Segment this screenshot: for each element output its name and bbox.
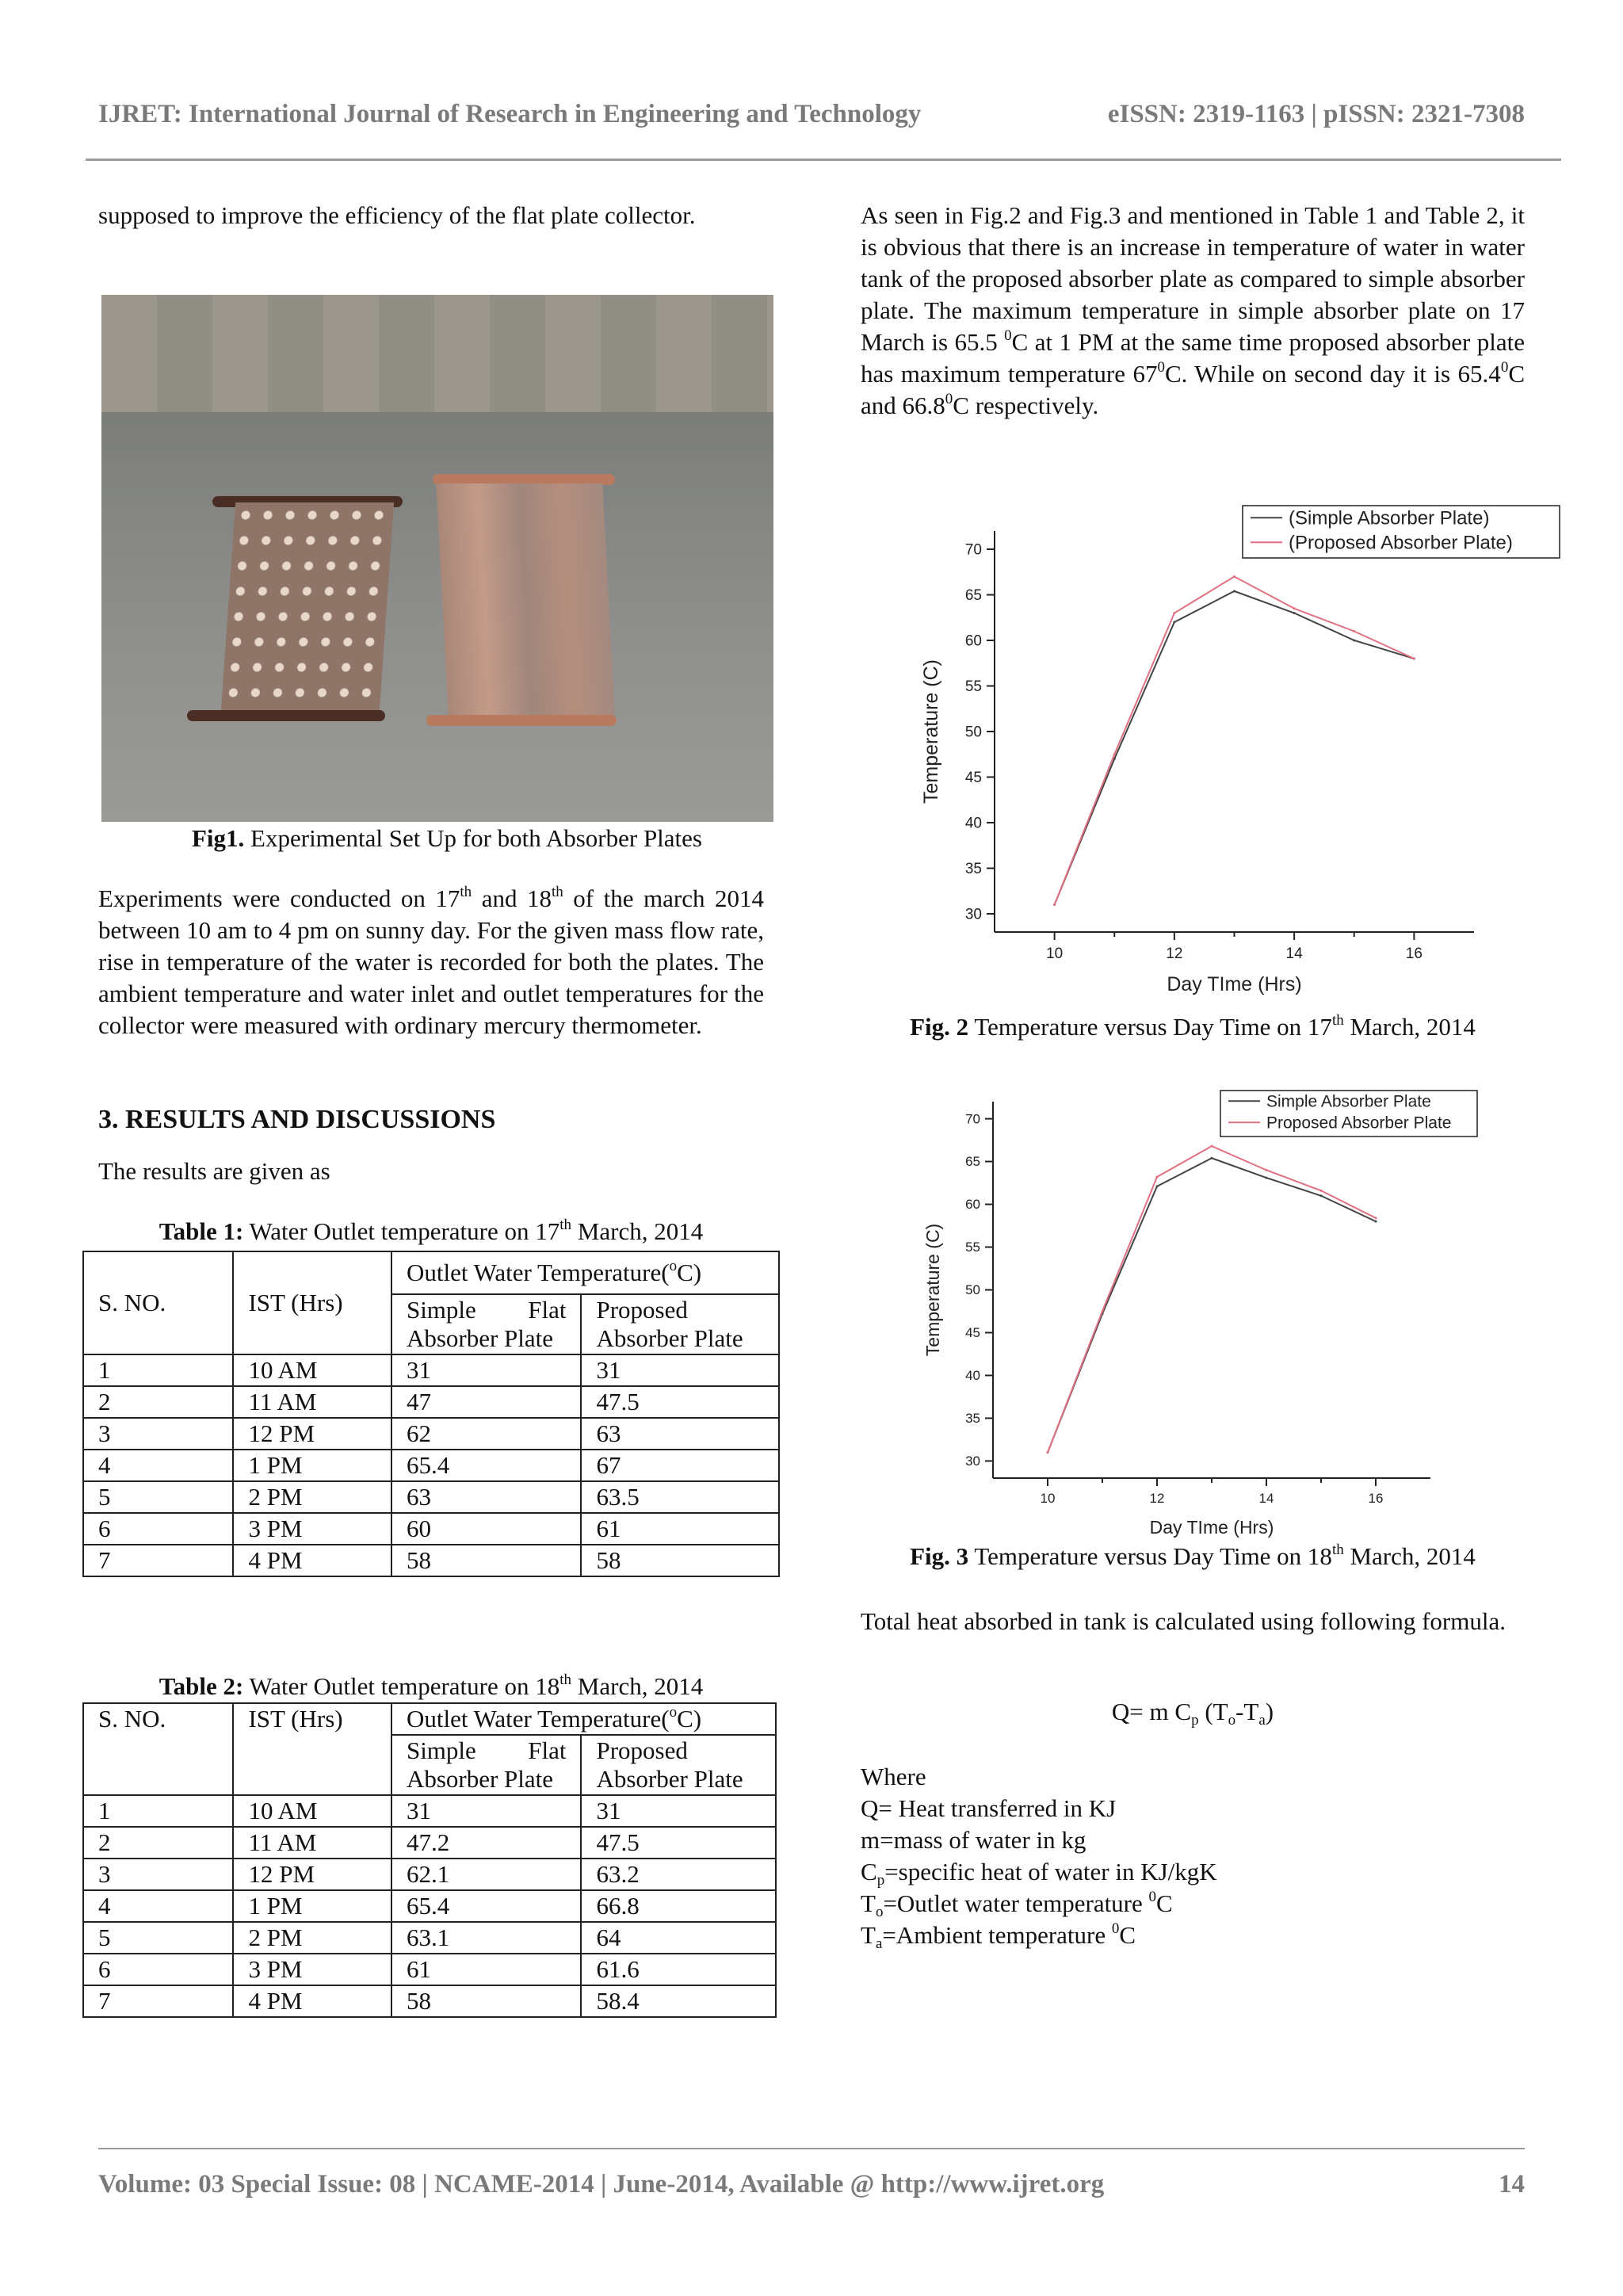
def-q: Q= Heat transferred in KJ bbox=[861, 1794, 1117, 1822]
footer-rule bbox=[98, 2148, 1525, 2149]
table1-caption bbox=[82, 1217, 780, 1246]
table-cell: 11 AM bbox=[233, 1386, 391, 1418]
table-cell: 3 bbox=[83, 1418, 233, 1450]
data-point bbox=[1047, 1451, 1049, 1454]
table-row bbox=[83, 1354, 779, 1386]
table-cell: 58 bbox=[391, 1985, 582, 2017]
table-cell: 1 bbox=[83, 1354, 233, 1386]
exp-text-3: of the march 2014 between 10 am to 4 pm on sunny day. For the given mass flow rate, rise in temperature of the water is recorded for both the plates. The ambient temperature and water inlet and outlet temperatures for the collector were measured with ordinary mercury thermometer. bbox=[98, 884, 764, 1039]
data-point bbox=[1320, 1194, 1323, 1197]
discussion-text: C respectively. bbox=[953, 392, 1099, 419]
def-text: =Outlet water temperature bbox=[883, 1889, 1149, 1917]
x-tick-label: 16 bbox=[1368, 1491, 1384, 1506]
table-cell: 3 PM bbox=[233, 1513, 391, 1545]
data-point bbox=[1266, 1177, 1268, 1179]
y-tick-label: 70 bbox=[964, 541, 982, 559]
data-point bbox=[1293, 607, 1296, 609]
data-point bbox=[1211, 1145, 1213, 1148]
y-axis-label: Temperature (C) bbox=[920, 659, 942, 804]
heat-paragraph: Total heat absorbed in tank is calculated using following formula. bbox=[861, 1607, 1506, 1635]
y-tick-label: 40 bbox=[965, 1368, 980, 1384]
legend-label: (Simple Absorber Plate) bbox=[1289, 507, 1490, 529]
intro-paragraph: supposed to improve the efficiency of the flat plate collector. bbox=[98, 201, 696, 229]
y-tick-label: 40 bbox=[964, 815, 982, 832]
photo-wall bbox=[101, 295, 773, 412]
x-tick-label: 16 bbox=[1405, 946, 1423, 962]
y-tick-label: 65 bbox=[965, 1154, 980, 1170]
table-cell: 4 bbox=[83, 1450, 233, 1481]
table-cell: 1 bbox=[83, 1795, 233, 1827]
table2-header-proposed: Proposed Absorber Plate bbox=[581, 1735, 776, 1795]
table-cell: 65.4 bbox=[391, 1450, 582, 1481]
table-cell: 31 bbox=[581, 1795, 776, 1827]
y-tick-label: 50 bbox=[964, 724, 982, 741]
x-tick-label: 14 bbox=[1285, 946, 1303, 962]
def-sub: o bbox=[875, 1904, 884, 1920]
series-line-2 bbox=[1055, 577, 1415, 905]
header-rule bbox=[86, 159, 1561, 161]
table-cell: 58.4 bbox=[581, 1985, 776, 2017]
table-row bbox=[83, 1481, 779, 1513]
table-cell: 2 PM bbox=[233, 1922, 391, 1954]
data-point bbox=[1173, 612, 1175, 614]
eq-part: (T bbox=[1198, 1698, 1228, 1725]
series-line-2 bbox=[1048, 1146, 1376, 1452]
table-cell: 7 bbox=[83, 1545, 233, 1576]
table1-cap-end: March, 2014 bbox=[571, 1217, 704, 1245]
table-cell: 47.5 bbox=[581, 1827, 776, 1859]
table-cell: 31 bbox=[391, 1354, 582, 1386]
eq-sub: p bbox=[1191, 1712, 1199, 1729]
legend-label: Proposed Absorber Plate bbox=[1266, 1114, 1452, 1133]
discussion-text: As seen in Fig.2 and Fig.3 and mentioned in Table 1 and Table 2, it is obvious that there is an increase in temperature of water in water tank of the proposed absorber plate as compared to simple absorber plate. The maximum temperature in simple absorber plate on 17 March is 65.5 bbox=[861, 201, 1525, 356]
data-point bbox=[1053, 904, 1056, 906]
table-row bbox=[83, 1985, 776, 2017]
discussion-sup: 0 bbox=[1157, 359, 1165, 376]
eq-part: ) bbox=[1265, 1698, 1274, 1725]
fig2-text: Temperature versus Day Time on 17 bbox=[968, 1013, 1332, 1041]
issn: eISSN: 2319-1163 | pISSN: 2321-7308 bbox=[1107, 100, 1525, 128]
fig3-label: Fig. 3 bbox=[910, 1542, 969, 1570]
table-cell: 5 bbox=[83, 1922, 233, 1954]
y-tick-label: 70 bbox=[965, 1111, 980, 1127]
table2-caption bbox=[82, 1672, 780, 1701]
data-point bbox=[1266, 1169, 1268, 1171]
table-row bbox=[83, 1418, 779, 1450]
fig3-chart bbox=[919, 1078, 1490, 1538]
table-cell: 58 bbox=[581, 1545, 779, 1576]
y-tick-label: 45 bbox=[964, 769, 982, 786]
table-cell: 4 PM bbox=[233, 1545, 391, 1576]
dimpled-absorber-plate bbox=[221, 502, 394, 710]
def-sub: a bbox=[875, 1935, 883, 1952]
table-cell: 1 PM bbox=[233, 1450, 391, 1481]
fig3-text: Temperature versus Day Time on 18 bbox=[968, 1542, 1332, 1570]
table-row bbox=[83, 1954, 776, 1985]
def-ta bbox=[861, 1920, 1217, 1951]
page-number: 14 bbox=[1499, 2170, 1525, 2199]
exp-text-2: and 18 bbox=[472, 884, 552, 912]
exp-sup-1: th bbox=[460, 884, 472, 900]
fig2-label: Fig. 2 bbox=[910, 1013, 969, 1041]
y-tick-label: 35 bbox=[965, 1411, 980, 1427]
series-line-1 bbox=[1055, 591, 1415, 905]
table-cell: 58 bbox=[391, 1545, 582, 1576]
table-cell: 62 bbox=[391, 1418, 582, 1450]
discussion-text: C. While on second day it is 65.4 bbox=[1164, 360, 1501, 388]
table-cell: 47.5 bbox=[581, 1386, 779, 1418]
table2-body bbox=[83, 1795, 776, 2017]
def-text: C bbox=[1119, 1921, 1136, 1949]
table1-header-group bbox=[391, 1251, 779, 1294]
table-row bbox=[83, 1827, 776, 1859]
table1-cap-sup: th bbox=[559, 1217, 572, 1233]
exp-text-1: Experiments were conducted on 17 bbox=[98, 884, 460, 912]
x-tick-label: 10 bbox=[1046, 946, 1064, 962]
fig3-end: March, 2014 bbox=[1343, 1542, 1476, 1570]
y-tick-label: 30 bbox=[964, 906, 982, 923]
exp-sup-2: th bbox=[551, 884, 563, 900]
table1-cap-text: Water Outlet temperature on 17 bbox=[243, 1217, 560, 1245]
table-cell: 60 bbox=[391, 1513, 582, 1545]
table-cell: 47 bbox=[391, 1386, 582, 1418]
footer-volume: Volume: 03 Special Issue: 08 | NCAME-2014 | June-2014, Available @ http://www.ijret.org bbox=[98, 2170, 1105, 2199]
discussion-sup: 0 bbox=[1004, 327, 1012, 344]
table-cell: 3 bbox=[83, 1859, 233, 1890]
table-row bbox=[83, 1795, 776, 1827]
table-cell: 47.2 bbox=[391, 1827, 582, 1859]
table1 bbox=[82, 1251, 780, 1577]
photo-header-pipe bbox=[187, 710, 385, 721]
data-point bbox=[1173, 621, 1175, 624]
table1-group-sup: o bbox=[669, 1258, 678, 1274]
section-heading: 3. RESULTS AND DISCUSSIONS bbox=[98, 1105, 496, 1134]
table1-header-proposed: Proposed Absorber Plate bbox=[581, 1294, 779, 1354]
table-cell: 1 PM bbox=[233, 1890, 391, 1922]
table-cell: 4 PM bbox=[233, 1985, 391, 2017]
table-cell: 31 bbox=[581, 1354, 779, 1386]
table2-group-text: Outlet Water Temperature( bbox=[406, 1705, 670, 1733]
table2 bbox=[82, 1702, 777, 2018]
table-cell: 2 bbox=[83, 1386, 233, 1418]
y-tick-label: 60 bbox=[964, 632, 982, 650]
table-cell: 5 bbox=[83, 1481, 233, 1513]
table-row bbox=[83, 1450, 779, 1481]
eq-sub: a bbox=[1258, 1712, 1266, 1729]
def-text: T bbox=[861, 1889, 876, 1917]
series-line-1 bbox=[1048, 1158, 1376, 1452]
fig3-caption bbox=[861, 1542, 1525, 1571]
data-point bbox=[1156, 1185, 1159, 1187]
table-row bbox=[83, 1922, 776, 1954]
table-cell: 2 bbox=[83, 1827, 233, 1859]
eq-part: Q= m C bbox=[1111, 1698, 1192, 1725]
data-point bbox=[1375, 1217, 1377, 1219]
table1-body bbox=[83, 1354, 779, 1576]
x-axis-label: Day TIme (Hrs) bbox=[1149, 1517, 1274, 1538]
data-point bbox=[1353, 640, 1355, 642]
table1-header-simple: Simple Flat Absorber Plate bbox=[391, 1294, 582, 1354]
table-cell: 61.6 bbox=[581, 1954, 776, 1985]
discussion-text: C and 66.8 bbox=[861, 360, 1525, 419]
table1-label: Table 1: bbox=[158, 1217, 244, 1245]
table-cell: 10 AM bbox=[233, 1795, 391, 1827]
eq-sub: o bbox=[1228, 1712, 1236, 1729]
table-cell: 67 bbox=[581, 1450, 779, 1481]
y-tick-label: 35 bbox=[964, 860, 982, 877]
def-sup: 0 bbox=[1148, 1889, 1157, 1905]
def-cp bbox=[861, 1856, 1217, 1888]
table-cell: 61 bbox=[581, 1513, 779, 1545]
table2-group-sup: o bbox=[669, 1704, 678, 1721]
table2-cap-text: Water Outlet temperature on 18 bbox=[243, 1672, 560, 1700]
table1-header-sno: S. NO. bbox=[83, 1251, 233, 1354]
data-point bbox=[1211, 1157, 1213, 1159]
y-tick-label: 50 bbox=[965, 1282, 980, 1298]
y-tick-label: 45 bbox=[965, 1325, 980, 1341]
def-to bbox=[861, 1888, 1217, 1920]
x-tick-label: 14 bbox=[1258, 1491, 1274, 1506]
table-cell: 65.4 bbox=[391, 1890, 582, 1922]
table2-header-group bbox=[391, 1703, 776, 1735]
fig1-text: Experimental Set Up for both Absorber Plates bbox=[250, 824, 702, 852]
data-point bbox=[1293, 612, 1296, 614]
table-cell: 12 PM bbox=[233, 1418, 391, 1450]
running-footer bbox=[98, 2170, 1525, 2199]
table-cell: 63.1 bbox=[391, 1922, 582, 1954]
table-row bbox=[83, 1890, 776, 1922]
table-cell: 62.1 bbox=[391, 1859, 582, 1890]
where-label: Where bbox=[861, 1763, 926, 1790]
legend-label: Simple Absorber Plate bbox=[1266, 1092, 1431, 1111]
fig2-end: March, 2014 bbox=[1343, 1013, 1476, 1041]
def-sub: p bbox=[876, 1872, 885, 1889]
data-point bbox=[1375, 1221, 1377, 1223]
data-point bbox=[1413, 658, 1415, 660]
table1-group-text: Outlet Water Temperature( bbox=[406, 1259, 670, 1286]
table-cell: 2 PM bbox=[233, 1481, 391, 1513]
table-cell: 63.2 bbox=[581, 1859, 776, 1890]
table-cell: 63 bbox=[581, 1418, 779, 1450]
table2-header-simple: Simple Flat Absorber Plate bbox=[391, 1735, 582, 1795]
table2-cap-sup: th bbox=[559, 1671, 572, 1688]
table-cell: 12 PM bbox=[233, 1859, 391, 1890]
data-point bbox=[1113, 753, 1116, 755]
journal-name: IJRET: International Journal of Research in Engineering and Technology bbox=[98, 100, 922, 128]
def-text: C bbox=[1156, 1889, 1173, 1917]
table-cell: 10 AM bbox=[233, 1354, 391, 1386]
table-cell: 7 bbox=[83, 1985, 233, 2017]
table-row bbox=[83, 1859, 776, 1890]
discussion-sup: 0 bbox=[1500, 359, 1509, 376]
table-cell: 63 bbox=[391, 1481, 582, 1513]
y-tick-label: 55 bbox=[964, 678, 982, 695]
def-text: =Ambient temperature bbox=[882, 1921, 1112, 1949]
data-point bbox=[1233, 590, 1235, 592]
table2-label: Table 2: bbox=[158, 1672, 244, 1700]
table-cell: 11 AM bbox=[233, 1827, 391, 1859]
def-text: =specific heat of water in KJ/kgK bbox=[884, 1858, 1217, 1885]
table-cell: 4 bbox=[83, 1890, 233, 1922]
fig2-chart bbox=[888, 491, 1569, 995]
data-point bbox=[1233, 575, 1235, 578]
legend-label: (Proposed Absorber Plate) bbox=[1289, 532, 1513, 554]
table-cell: 63.5 bbox=[581, 1481, 779, 1513]
table2-group-end: C) bbox=[677, 1705, 702, 1733]
table-cell: 61 bbox=[391, 1954, 582, 1985]
table-cell: 66.8 bbox=[581, 1890, 776, 1922]
fig1-caption bbox=[98, 824, 796, 853]
variable-definitions bbox=[861, 1761, 1217, 1951]
def-text: T bbox=[861, 1921, 876, 1949]
table2-header-sno: S. NO. bbox=[83, 1703, 233, 1795]
x-tick-label: 12 bbox=[1166, 946, 1183, 962]
results-intro: The results are given as bbox=[98, 1157, 330, 1185]
y-tick-label: 60 bbox=[965, 1197, 980, 1213]
table-row bbox=[83, 1545, 779, 1576]
def-sup: 0 bbox=[1111, 1920, 1120, 1937]
table1-header-ist: IST (Hrs) bbox=[233, 1251, 391, 1354]
def-text: C bbox=[861, 1858, 877, 1885]
x-axis-label: Day TIme (Hrs) bbox=[1167, 973, 1302, 995]
fig1-label: Fig1. bbox=[191, 824, 245, 852]
discussion-sup: 0 bbox=[945, 391, 953, 407]
def-m: m=mass of water in kg bbox=[861, 1826, 1086, 1854]
fig3-sup: th bbox=[1331, 1541, 1344, 1558]
table2-header-ist: IST (Hrs) bbox=[233, 1703, 391, 1795]
table-row bbox=[83, 1386, 779, 1418]
heat-equation bbox=[861, 1698, 1525, 1729]
y-tick-label: 55 bbox=[965, 1240, 980, 1255]
table1-group-end: C) bbox=[677, 1259, 702, 1286]
table2-cap-end: March, 2014 bbox=[571, 1672, 704, 1700]
experiment-paragraph bbox=[98, 883, 764, 1041]
experimental-setup-photo bbox=[101, 295, 773, 822]
x-tick-label: 12 bbox=[1149, 1491, 1165, 1506]
discussion-paragraph bbox=[861, 200, 1525, 422]
flat-absorber-plate bbox=[436, 483, 614, 715]
discussion-text: C at 1 PM at the same time proposed absorber plate has maximum temperature 67 bbox=[861, 328, 1525, 388]
photo-header-pipe bbox=[426, 715, 617, 726]
y-tick-label: 65 bbox=[964, 586, 982, 604]
y-tick-label: 30 bbox=[965, 1454, 980, 1469]
y-axis-label: Temperature (C) bbox=[922, 1223, 943, 1357]
x-tick-label: 10 bbox=[1040, 1491, 1056, 1506]
table-row bbox=[83, 1513, 779, 1545]
table-cell: 6 bbox=[83, 1513, 233, 1545]
fig2-sup: th bbox=[1331, 1012, 1344, 1029]
table-cell: 6 bbox=[83, 1954, 233, 1985]
table-cell: 31 bbox=[391, 1795, 582, 1827]
fig2-caption bbox=[861, 1013, 1525, 1041]
table-cell: 3 PM bbox=[233, 1954, 391, 1985]
data-point bbox=[1156, 1176, 1159, 1179]
table-cell: 64 bbox=[581, 1922, 776, 1954]
left-column bbox=[98, 200, 764, 231]
data-point bbox=[1102, 1310, 1104, 1312]
data-point bbox=[1353, 630, 1355, 632]
data-point bbox=[1320, 1190, 1323, 1192]
eq-part: -T bbox=[1235, 1698, 1259, 1725]
running-header bbox=[98, 100, 1525, 129]
